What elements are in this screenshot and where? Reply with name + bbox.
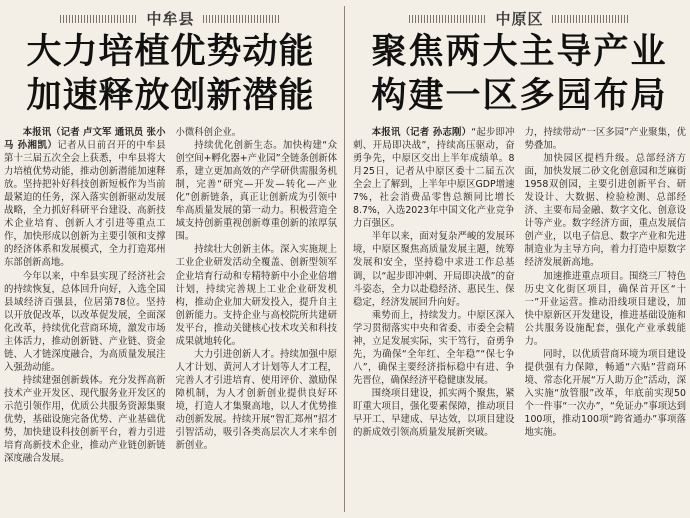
paragraph-text: 力，持续带动“一区多园”产业聚集，优势叠加。 <box>524 127 686 152</box>
decor-rule <box>409 15 487 23</box>
decor-rule <box>552 15 630 23</box>
paragraph <box>4 374 166 465</box>
paragraph-text: 大力引进创新人才。持续加强中原人才计划、黄河人才计划等人才工程，完善人才引进培育、使用评价、激励保障机制，为人才创新创业提供良好环境，打造人才集聚高地，以人才优势推动创新发展。持续开展“智汇郑州”招才引智活动，吸引各类高层次人才来牟创新创业。 <box>175 348 337 452</box>
paragraph-text: 同时，以优质营商环境为项目建设提供强有力保障，畅通“六贴”营商环境、常态化开展“万人助万企”活动，深入实施“放管服”改革，年底前实现50个一件事“一次办”，“免证办”事项达到100项，推动100项“跨省通办”事项落地实施。 <box>524 348 686 439</box>
body-columns <box>353 126 686 518</box>
body-column-2 <box>525 126 687 518</box>
headline-line-2: 构建一区多园布局 <box>371 76 668 116</box>
section-tag <box>349 8 690 29</box>
paragraph <box>353 387 515 439</box>
paragraph <box>525 126 687 152</box>
headline-line-2: 加速释放创新潜能 <box>26 76 315 116</box>
paragraph <box>176 139 338 243</box>
paragraph-text: 加快园区提档升级。总部经济方面，加快发展二砂文化创意园和芝麻街1958双创园，主要引进创新平台、研发设计、大数据、检验检测、总部经济、主要布局金融、数字文化、创意设计等产业。数字经济方面，重点发展信创产业，以电子信息、数字产业和先进制造业为主导方向，着力打造中原数字经济发展新高地。 <box>524 153 686 269</box>
paragraph-text: 持续壮大创新主体。深入实施规上工业企业研发活动全覆盖、创新型领军企业培育行动和专精特新中小企业倍增计划，持续完善规上工业企业研发机构，推动企业加大研发投入，提升自主创新能力。支持企业与高校院所共建研发平台，推动关键核心技术攻关和科技成果就地转化。 <box>175 244 337 347</box>
paragraph-text: 乘势而上，持续发力。中原区深入学习贯彻落实中央和省委、市委全会精神，立足发展实际，实干笃行，奋勇争先，为确保“全年红、全年稳”“保七争八”，确保主要经济指标稳中有进、争先晋位，确保经济平稳健康发展。 <box>353 309 515 386</box>
paragraph <box>353 230 515 308</box>
section-name: 中牟县 <box>146 10 195 28</box>
section-name: 中原区 <box>495 10 544 28</box>
article-zhongyuan <box>349 0 690 518</box>
paragraph <box>353 126 515 230</box>
body-column-2 <box>176 126 338 518</box>
paragraph <box>176 348 338 452</box>
paragraph-text: 持续优化创新生态。加快构建“众创空间+孵化器+产业园”全链条创新体系，建立更加高效的产学研供需服务机制，完善“研究—开发—转化—产业化”创新链条，真正让创新成为引领中牟高质量发展的第一动力。积极营造全域支持创新重视创新尊重创新的浓厚氛围。 <box>175 140 337 243</box>
paragraph <box>353 309 515 387</box>
decor-rule <box>60 15 138 23</box>
body-column-1 <box>4 126 166 518</box>
headline <box>349 30 690 118</box>
paragraph <box>4 270 166 374</box>
paragraph <box>525 348 687 439</box>
paragraph-text: 围绕项目建设，抓实两个聚焦，紧盯重大项目，强化要素保障，推动项目早开工、早建成、早达效，以项目建设的新成效引领高质量发展新突破。 <box>353 387 515 439</box>
byline: 本报讯（记者 孙志刚） <box>371 127 472 138</box>
headline-line-1: 聚焦两大主导产业 <box>371 32 668 72</box>
article-zhongmou <box>0 0 341 518</box>
body-column-1 <box>353 126 515 518</box>
paragraph-text: 加速推进重点项目。围绕三厂特色历史文化街区项目，确保首开区“十一”开业运营。推动沿线项目建设，加快中原新区开发建设，推进基础设施和公共服务设施配套，强化产业承载能力。 <box>524 270 686 347</box>
paragraph-text: 持续建强创新载体。充分发挥高新技术产业开发区、现代服务业开发区的示范引领作用，优质公共服务资源集聚优势，基础设施完备优势、产业基础优势，加快建设科技创新平台，着力引进培育高新技术企业，推动产业链创新链深度融合发展。 <box>4 374 166 465</box>
paragraph-text: 小微科创企业。 <box>175 127 242 138</box>
byline: 本报讯（记者 卢文军 通讯员 张小马 孙湘凯） <box>4 127 166 152</box>
headline <box>0 30 341 118</box>
section-tag <box>0 8 341 29</box>
headline-line-1: 大力培植优势动能 <box>26 32 315 72</box>
paragraph <box>525 270 687 348</box>
paragraph <box>525 152 687 269</box>
body-columns <box>4 126 337 518</box>
paragraph <box>176 126 338 139</box>
paragraph-text: 记者从日前召开的中牟县第十三届五次全会上获悉，中牟县将大力培植优势动能，推动创新潜能加速释放。坚持把补好科技创新短板作为当前最紧迫的任务，深入落实创新驱动发展战略，全力抓好科研平台建设、高新技术企业培育、创新人才引进等重点工作，加快形成以创新为主要引领和支撑的经济体系和发展模式，全力打造郑州东部创新高地。 <box>4 140 166 269</box>
decor-rule <box>203 15 281 23</box>
paragraph-text: 今年以来，中牟县实现了经济社会的持续恢复，总体回升向好，入选全国县域经济百强县，位居第78位。坚持以开放促改革，以改革促发展，全面深化改革，持续优化营商环境，激发市场主体活力，推动创新链、产业链、资金链、人才链深度融合，为高质量发展注入强劲动能。 <box>4 270 166 373</box>
paragraph <box>176 243 338 347</box>
paragraph-text: 半年以来，面对复杂严峻的发展环境，中原区聚焦高质量发展主题，统筹发展和安全，坚持稳中求进工作总基调，以“起步即冲刺、开局即决战”的奋斗姿态，全力以赴稳经济、惠民生、保稳定，经济发展回升向好。 <box>353 231 515 308</box>
paragraph <box>4 126 166 270</box>
paragraph-text: “起步即冲刺、开局即决战”，持续高压驱动，奋勇争先，中原区交出上半年成绩单。8月25日，记者从中原区委十二届五次全会上了解到，上半年中原区GDP增速7%，社会消费品零售总额同比增长8.7%，入选2023年中国文化产业竞争力百强区。 <box>353 127 515 230</box>
column-divider <box>344 6 345 512</box>
